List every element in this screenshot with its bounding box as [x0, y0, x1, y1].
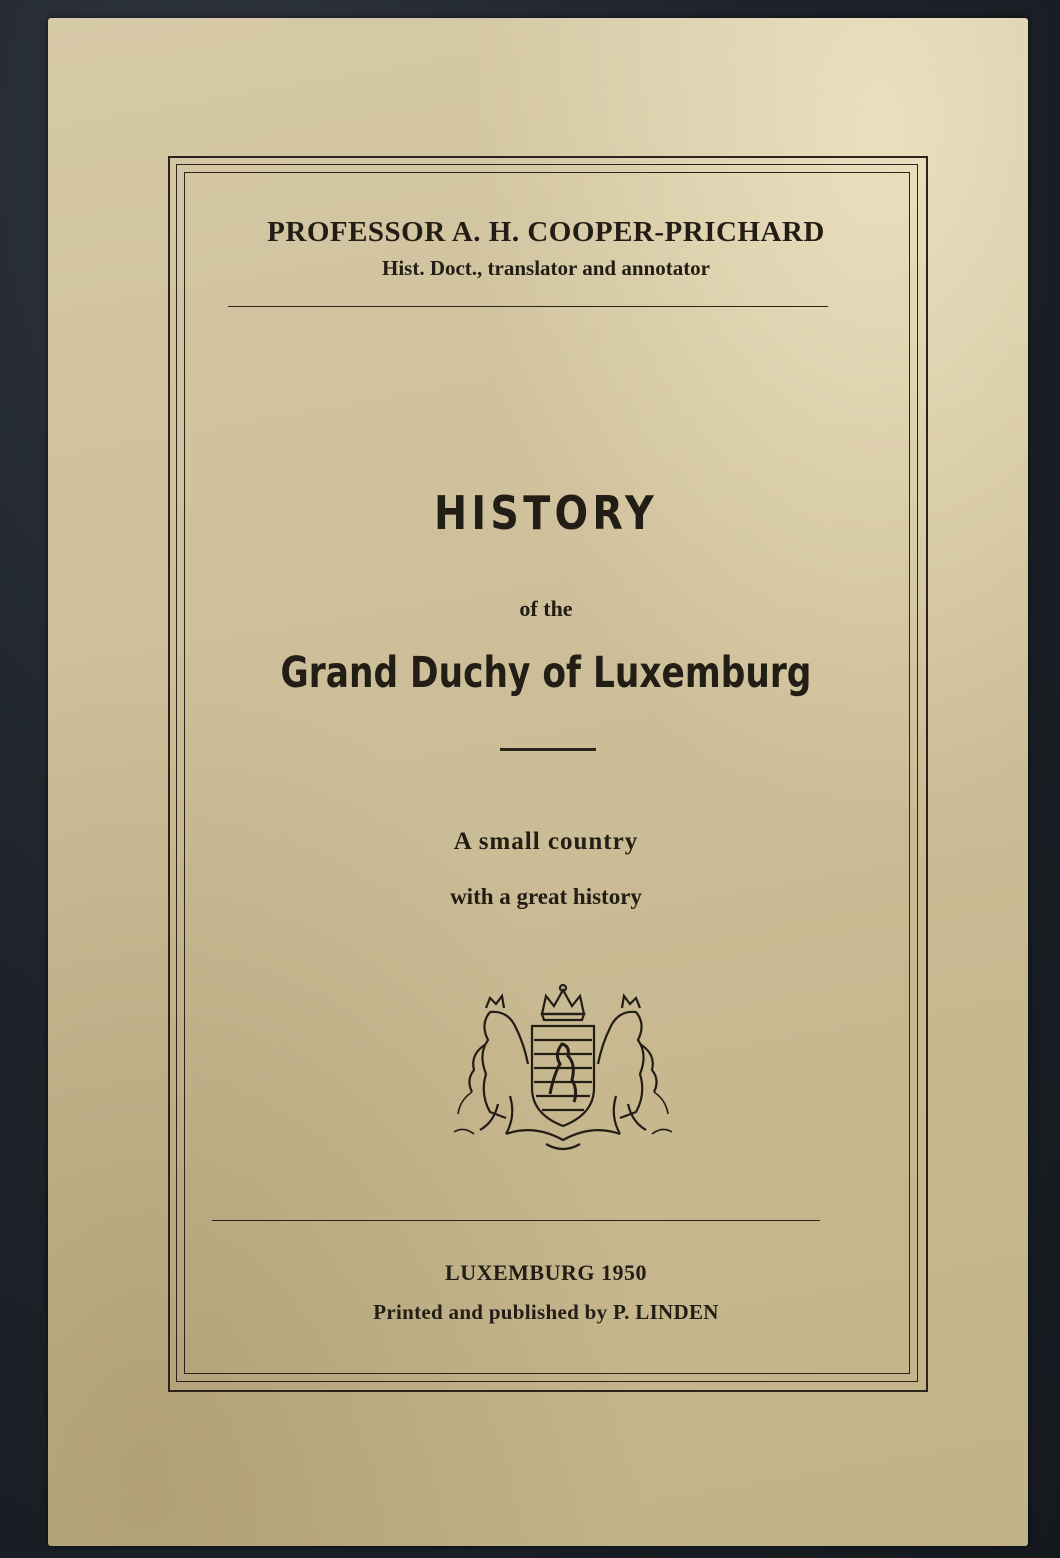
- frame-border-inner: [184, 172, 910, 1374]
- publication-place-year: LUXEMBURG 1950: [445, 1260, 647, 1285]
- book-title-connector: of the: [519, 596, 573, 621]
- coat-of-arms-icon: [450, 984, 676, 1156]
- tagline-line-1: A small country: [453, 828, 639, 855]
- book-cover: [48, 18, 1028, 1546]
- book-title: HISTORY: [433, 486, 658, 540]
- author-credentials: Hist. Doct., translator and annotator: [381, 256, 711, 280]
- tagline-line-2: with a great history: [450, 884, 642, 909]
- book-subtitle: Grand Duchy of Luxemburg: [280, 648, 812, 698]
- top-divider: [228, 306, 828, 307]
- bottom-divider: [212, 1220, 820, 1221]
- title-underline: [500, 748, 596, 751]
- publisher-line: Printed and published by P. LINDEN: [373, 1300, 719, 1324]
- author-name: PROFESSOR A. H. COOPER-PRICHARD: [267, 216, 825, 248]
